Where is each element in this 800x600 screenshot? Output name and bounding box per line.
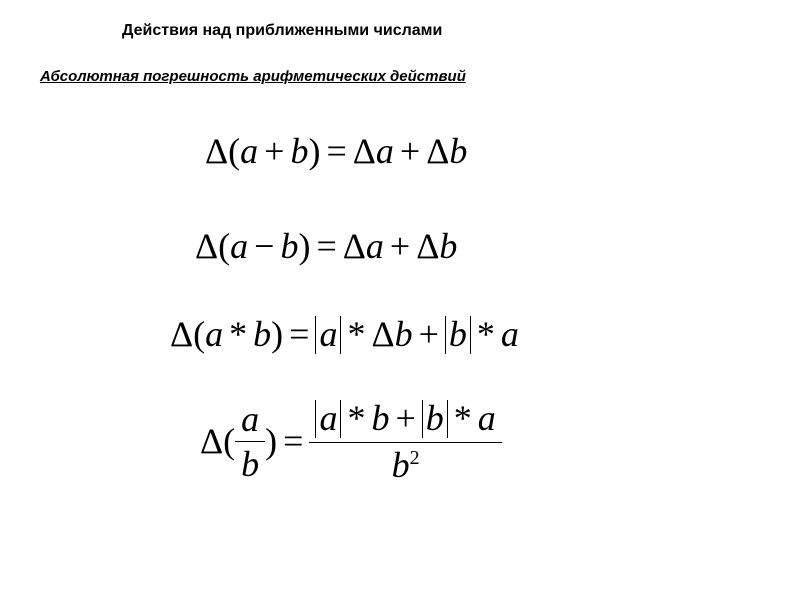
slide-title: Действия над приближенными числами: [122, 22, 443, 39]
formula-quotient-error: Δ( $\frac{a}{b}$ ) = $\frac{a * b + b * a}{b^2}$: [200, 400, 502, 483]
fraction-a-over-b: $\frac{a}{b}$: [235, 401, 265, 482]
slide-subtitle: Абсолютная погрешность арифметических действий: [40, 68, 466, 85]
formula-sum-error: Δ(a + b) = Δa + Δb: [205, 131, 468, 171]
formula-difference-error: Δ(a − b) = Δa + Δb: [195, 226, 458, 266]
formula-product-error: Δ(a * b) = a * Δb + b * a: [170, 314, 519, 354]
fraction-quotient-rhs: $\frac{a * b + b * a}{b^2}$: [309, 400, 501, 483]
